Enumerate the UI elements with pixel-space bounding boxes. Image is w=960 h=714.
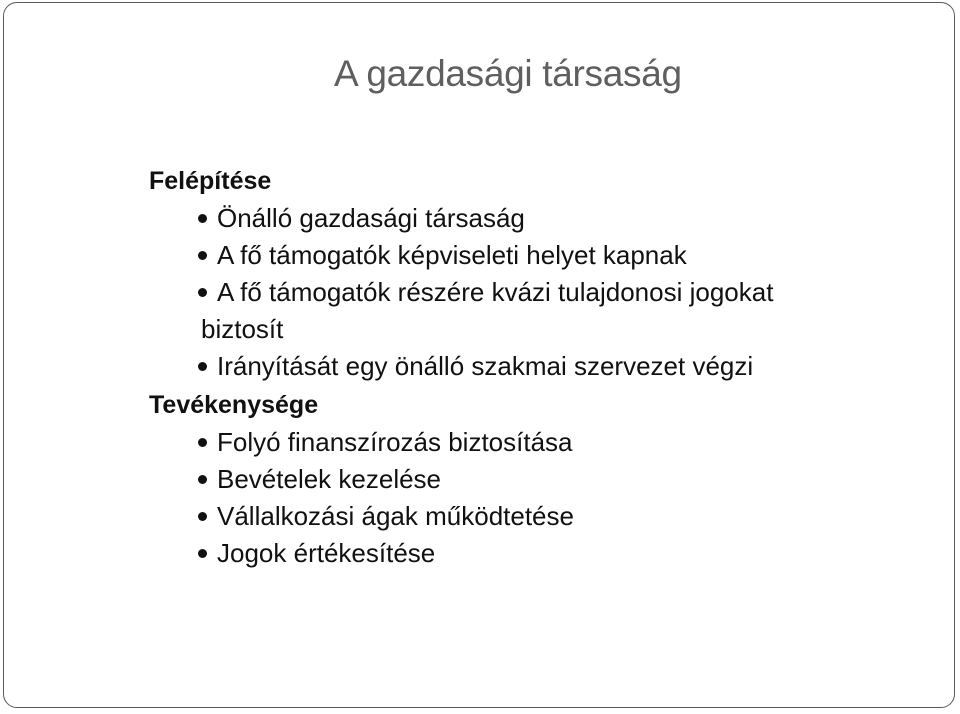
bullet-icon [198,288,207,297]
bullet-icon [198,475,207,484]
bullet-text: Bevételek kezelése [217,464,442,494]
bullet-list-tevekenysege [149,424,909,572]
bullet-item [149,237,909,274]
bullet-text: Jogok értékesítése [217,538,436,568]
bullet-text: Vállalkozási ágak működtetése [217,501,574,531]
section-heading-tevekenysege: Tevékenysége [149,391,319,419]
bullet-item [149,535,909,572]
bullet-icon [198,438,207,447]
bullet-list-felepitese [149,200,909,385]
bullet-text: Önálló gazdasági társaság [217,203,525,233]
bullet-item [149,498,909,535]
section-heading-felepitese: Felépítése [149,167,272,195]
bullet-item [149,274,937,348]
bullet-text: A fő támogatók képviseleti helyet kapnak [217,240,687,270]
bullet-text: Folyó finanszírozás biztosítása [217,427,573,457]
bullet-icon [198,214,207,223]
slide-frame [3,2,955,708]
bullet-item [149,461,909,498]
slide-content [149,163,909,572]
bullet-text: Irányítását egy önálló szakmai szervezet végzi [217,351,754,381]
bullet-icon [198,251,207,260]
bullet-item [149,200,909,237]
bullet-text: A fő támogatók részére kvázi tulajdonosi jogokat [217,277,774,307]
bullet-text-continuation: biztosít [201,314,284,344]
slide-title: A gazdasági társaság [334,53,682,94]
bullet-item [149,424,909,461]
bullet-icon [198,362,207,371]
bullet-icon [198,512,207,521]
bullet-icon [198,549,207,558]
bullet-item [149,348,909,385]
